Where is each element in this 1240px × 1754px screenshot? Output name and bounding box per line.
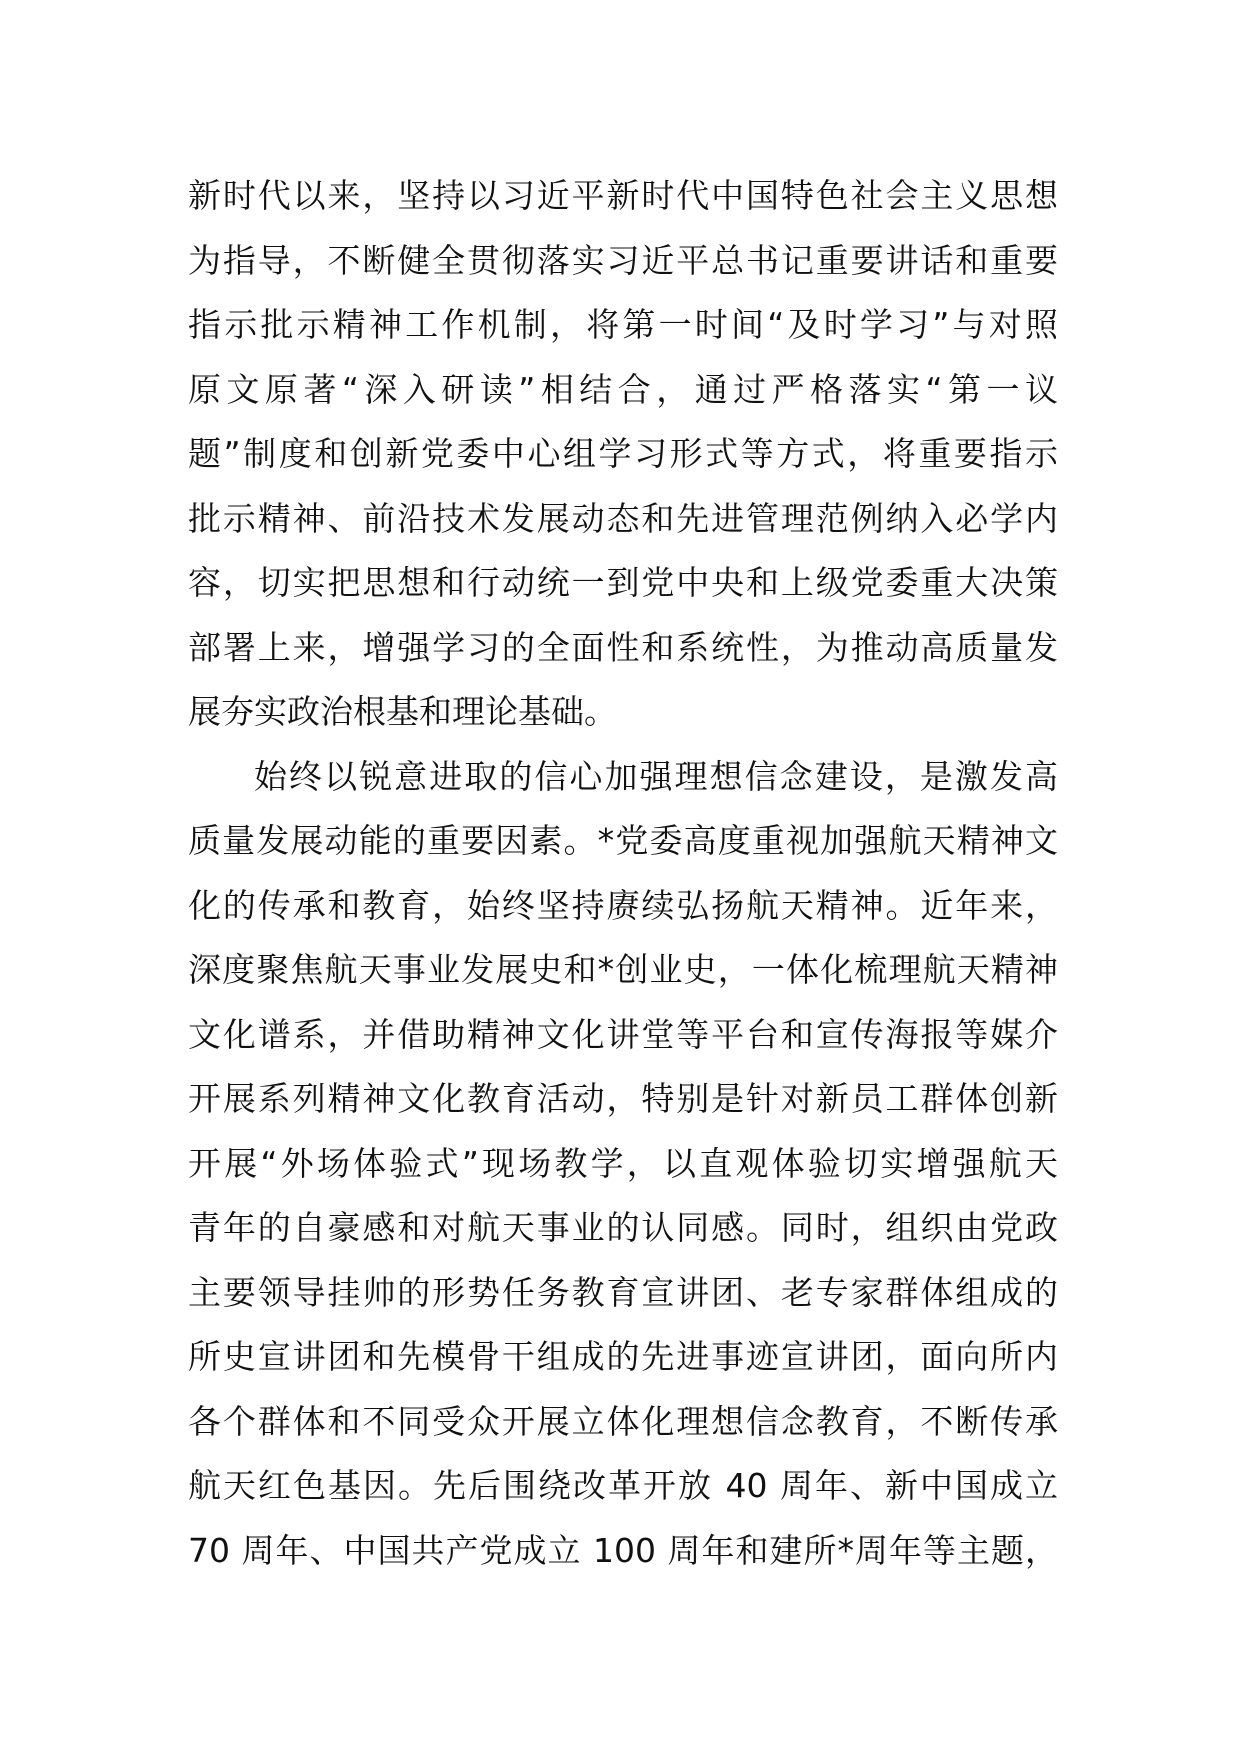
text-line: 始终以锐意进取的信心加强理想信念建设，是激发高	[254, 756, 1058, 796]
text-line: 容，切实把思想和行动统一到党中央和上级党委重大决策	[188, 563, 1058, 602]
text-line: 文化谱系，并借助精神文化讲堂等平台和宣传海报等媒介	[188, 1014, 1058, 1054]
text-line: 开展“外场体验式”现场教学，以直观体验切实增强航天	[188, 1143, 1058, 1183]
text-line: 开展系列精神文化教育活动，特别是针对新员工群体创新	[188, 1079, 1058, 1118]
text-line: 各个群体和不同受众开展立体化理想信念教育，不断传承	[188, 1401, 1058, 1441]
paragraph-1	[188, 164, 1058, 745]
text-line: 新时代以来，坚持以习近平新时代中国特色社会主义思想	[188, 176, 1058, 215]
text-line: 为指导，不断健全贯彻落实习近平总书记重要讲话和重要	[188, 240, 1058, 280]
text-line: 批示精神、前沿技术发展动态和先进管理范例纳入必学内	[188, 498, 1058, 538]
text-line: 质量发展动能的重要因素。*党委高度重视加强航天精神文	[188, 821, 1058, 860]
text-line: 70 周年、中国共产党成立 100 周年和建所*周年等主题，	[188, 1530, 1058, 1570]
paragraph-2	[188, 745, 1058, 1584]
text-line: 指示批示精神工作机制，将第一时间“及时学习”与对照	[188, 305, 1058, 344]
text-line: 所史宣讲团和先模骨干组成的先进事迹宣讲团，面向所内	[188, 1337, 1058, 1376]
text-line: 展夯实政治根基和理论基础。	[188, 692, 617, 731]
text-line: 航天红色基因。先后围绕改革开放 40 周年、新中国成立	[188, 1466, 1058, 1505]
text-line: 深度聚焦航天事业发展史和*创业史，一体化梳理航天精神	[188, 950, 1058, 989]
text-line: 主要领导挂帅的形势任务教育宣讲团、老专家群体组成的	[188, 1272, 1058, 1312]
text-line: 青年的自豪感和对航天事业的认同感。同时，组织由党政	[188, 1208, 1058, 1247]
text-line: 部署上来，增强学习的全面性和系统性，为推动高质量发	[188, 627, 1058, 667]
text-line: 原文原著“深入研读”相结合，通过严格落实“第一议	[188, 369, 1058, 409]
text-line: 化的传承和教育，始终坚持赓续弘扬航天精神。近年来，	[188, 885, 1058, 925]
document-body	[188, 164, 1058, 1583]
text-line: 题”制度和创新党委中心组学习形式等方式，将重要指示	[188, 434, 1058, 473]
